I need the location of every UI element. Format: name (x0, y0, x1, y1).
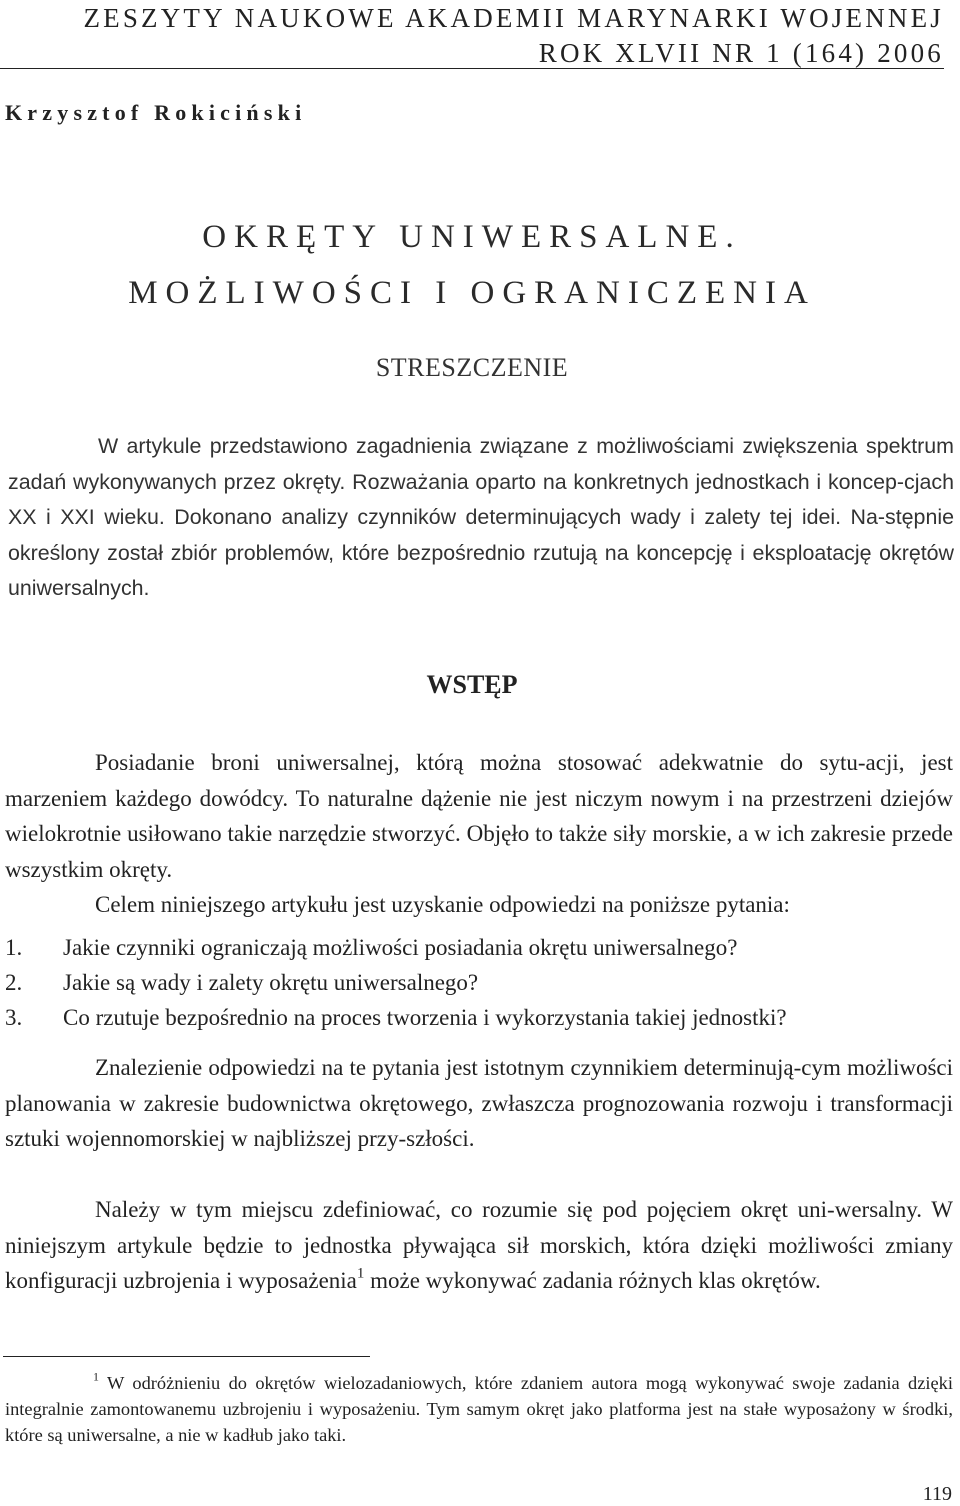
journal-header (0, 0, 944, 71)
list-item-text: Jakie czynniki ograniczają możliwości posiadania okrętu uniwersalnego? (63, 935, 738, 960)
paragraph-2: Celem niniejszego artykułu jest uzyskanie odpowiedzi na poniższe pytania: (95, 892, 790, 917)
footnote-text: W odróżnieniu do okrętów wielozadaniowych, które zdaniem autora mogą wykonywać swoje zadania dzięki integralnie zamontowanemu uzbrojeniu i wyposażeniu. Tym samym okręt jako platforma jest na stałe wyposażony w środki, które są uniwersalne, a nie w kadłub jako taki. (5, 1373, 953, 1445)
title-line-1: OKRĘTY UNIWERSALNE. (202, 219, 742, 255)
list-item-text: Jakie są wady i zalety okrętu uniwersalnego? (63, 970, 479, 996)
header-rule (0, 68, 944, 69)
list-item (5, 965, 953, 1000)
title-line-2: MOŻLIWOŚCI I OGRANICZENIA (128, 275, 816, 311)
paragraph-4-text-end: może wykonywać zadania różnych klas okrętów. (364, 1268, 821, 1293)
paragraph-4 (5, 1192, 953, 1299)
footnote-reference[interactable]: 1 (356, 1265, 365, 1282)
footnote-rule (3, 1356, 370, 1357)
list-item-number: 3. (5, 1005, 23, 1031)
question-list (5, 930, 953, 1036)
page-number: 119 (922, 1483, 952, 1505)
list-item (5, 930, 953, 965)
paragraph-4-text-start: Należy w tym miejscu zdefiniować, co rozumie się pod pojęciem okręt uni-wersalny. W niniejszym artykule będzie to jednostka pływająca sił morskich, która dzięki możliwości zmiany konfiguracji uzbrojenia i wyposażenia (5, 1197, 953, 1293)
list-item-text: Co rzutuje bezpośrednio na proces tworzenia i wykorzystania takiej jednostki? (63, 1005, 787, 1031)
article-title (0, 209, 944, 321)
section-heading: WSTĘP (426, 670, 518, 699)
journal-name: ZESZYTY NAUKOWE AKADEMII MARYNARKI WOJENNEJ (83, 3, 944, 33)
abstract-heading: STRESZCZENIE (375, 353, 569, 382)
footnote-mark: 1 (93, 1369, 99, 1384)
author-name: Krzysztof Rokiciński (5, 100, 307, 125)
abstract-text: W artykule przedstawiono zagadnienia związane z możliwościami zwiększenia spektrum zadań wykonywanych przez okręty. Rozważania oparto na konkretnych jednostkach i koncep-cjach XX i XXI wieku. Dokonano analizy czynników determinujących wady i zalety tej idei. Na-stępnie określony został zbiór problemów, które bezpośrednio rzutują na koncepcję i eksploatację okrętów uniwersalnych. (8, 434, 954, 600)
list-item-number: 1. (5, 935, 23, 960)
footnote (5, 1370, 953, 1448)
journal-issue: ROK XLVII NR 1 (164) 2006 (538, 38, 944, 68)
list-item (5, 1000, 953, 1035)
paragraph-1: Posiadanie broni uniwersalnej, którą można stosować adekwatnie do sytu-acji, jest marzeniem każdego dowódcy. To naturalne dążenie nie jest niczym nowym i na przestrzeni dziejów wielokrotnie usiłowano takie narzędzie stworzyć. Objęło to także siły morskie, a w ich zakresie przede wszystkim okręty. (5, 750, 953, 882)
list-item-number: 2. (5, 970, 23, 996)
paragraph-3: Znalezienie odpowiedzi na te pytania jest istotnym czynnikiem determinują-cym możliwości planowania w zakresie budownictwa okrętowego, zwłaszcza prognozowania rozwoju i transformacji sztuki wojennomorskiej w najbliższej przy-szłości. (5, 1055, 953, 1151)
